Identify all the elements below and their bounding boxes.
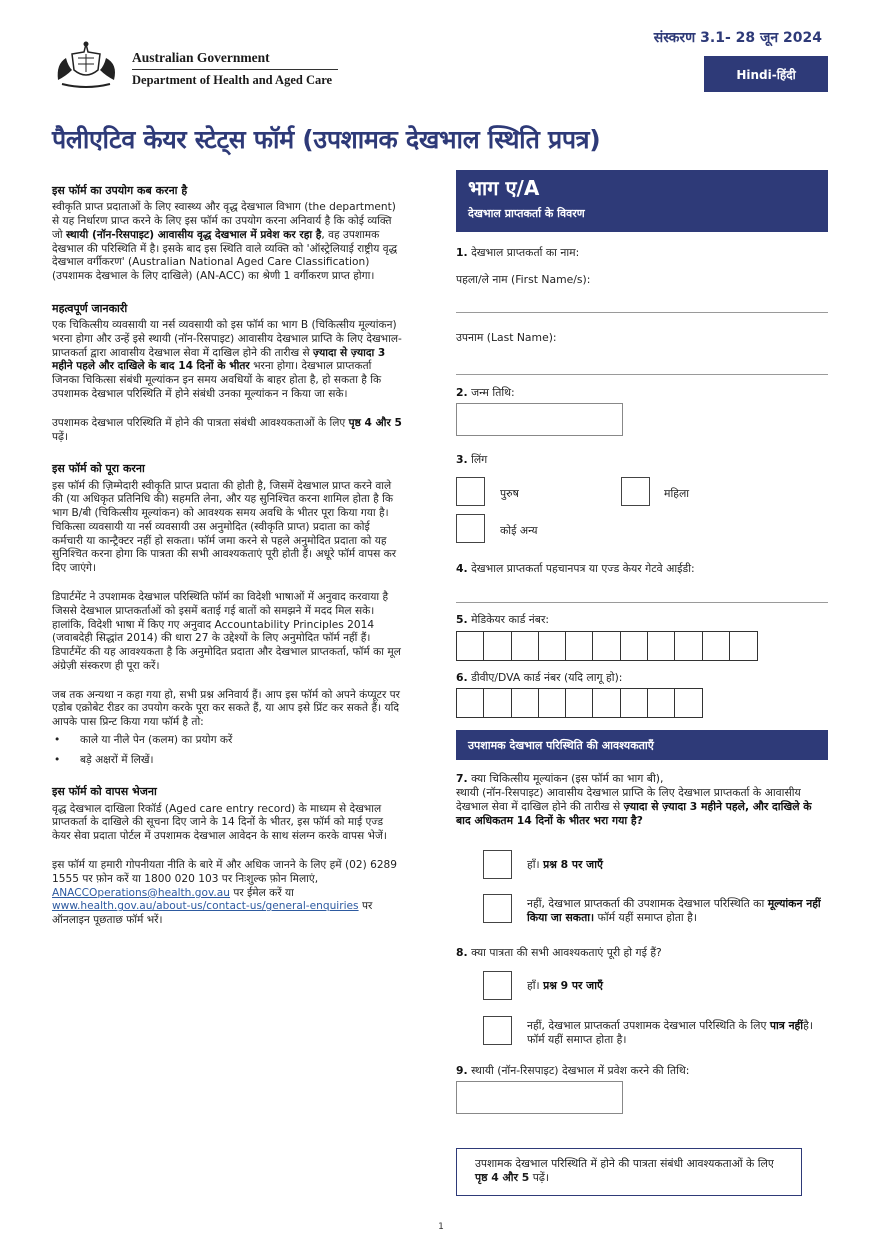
q1-number: 1. (456, 246, 468, 259)
important-heading: महत्वपूर्ण जानकारी (52, 301, 128, 315)
part-a-subtitle: देखभाल प्राप्तकर्ता के विवरण (468, 207, 585, 220)
return-paragraph-2 (52, 859, 402, 928)
q2-label (456, 386, 515, 400)
pen-instructions-list (52, 734, 402, 768)
digit-cell[interactable] (592, 688, 621, 718)
q4-number: 4. (456, 562, 468, 575)
q1-label (456, 246, 579, 260)
dob-field[interactable] (456, 403, 623, 436)
last-name-line[interactable] (456, 374, 828, 375)
digit-cell[interactable] (538, 631, 567, 661)
q8-no-checkbox[interactable] (483, 1016, 512, 1045)
bullet-text: बड़े अक्षरों में लिखें। (80, 753, 154, 766)
q7-yes-label (527, 858, 603, 872)
complete-section (52, 462, 402, 767)
dva-number-cells[interactable] (456, 688, 702, 718)
q7-yes-text: हाँ। (527, 858, 540, 871)
digit-cell[interactable] (456, 688, 485, 718)
when-heading: इस फॉर्म का उपयोग कब करना है (52, 184, 188, 197)
ret-text-3: पर ईमेल करें या (233, 886, 294, 899)
entry-date-field[interactable] (456, 1081, 623, 1114)
q3-number: 3. (456, 453, 468, 466)
enquiries-link[interactable]: www.health.gov.au/about-us/contact-us/general-enquiries (52, 900, 359, 913)
q1-text: देखभाल प्राप्तकर्ता का नाम: (471, 246, 580, 259)
q8-yes-checkbox[interactable] (483, 971, 512, 1000)
digit-cell[interactable] (511, 631, 540, 661)
digit-cell[interactable] (592, 631, 621, 661)
q7-yes-bold: प्रश्न 8 पर जाएँ (543, 858, 603, 871)
department-name: Department of Health and Aged Care (132, 73, 333, 87)
note-bold: पृष्ठ 4 और 5 (475, 1171, 530, 1185)
medicare-number-cells[interactable] (456, 631, 756, 661)
important-paragraph-2 (52, 417, 402, 445)
imp-text-2: भरना होगा। देखभाल प्राप्तकर्ता जिनका चिकित्सा संबंधी मूल्यांकन इन समय अवधियों के बाहर होता है, हो सकता है कि उपशामक देखभाल परिस्थिति में होने संबंधी उनका मूल्यांकन न किया जा सके। (52, 360, 382, 401)
complete-paragraph-2: डिपार्टमेंट ने उपशामक देखभाल परिस्थिति फॉर्म का विदेशी भाषाओं में अनुवाद करवाया है जिससे देखभाल प्राप्तकर्ताओं को इसमें बताई गई बातों को समझने में मदद मिल सके। हालांकि, विदेशी भाषा में किए गए अनुवाद Accountability Principles 2014 (जवाबदेही सिद्धांत 2014) की धारा 27 के उद्देश्यों के लिए अनुमोदित फॉर्म नहीं हैं। डिपार्टमेंट की यह आवश्यकता है कि अनुमोदित प्रदाता और देखभाल प्राप्तकर्ता, फॉर्म का मूल अंग्रेज़ी संस्करण ही पूरा करें। (52, 590, 401, 672)
q2-text: जन्म तिथि: (471, 386, 515, 399)
q7-no-checkbox[interactable] (483, 894, 512, 923)
q2-number: 2. (456, 386, 468, 399)
imp-text-3: उपशामक देखभाल परिस्थिति में होने की पात्रता संबंधी आवश्यकताओं के लिए (52, 416, 346, 429)
digit-cell[interactable] (647, 688, 676, 718)
instructions-column (52, 184, 402, 946)
note-end: पढ़ें। (532, 1171, 550, 1185)
q8-yes-text: हाँ। (527, 979, 540, 992)
digit-cell[interactable] (483, 631, 512, 661)
government-logo (52, 40, 342, 92)
coat-of-arms-icon (52, 40, 120, 92)
part-a-title: भाग ए/A (468, 176, 540, 200)
q7-no-bold: मूल्यांकन नहीं किया जा सकता। (527, 897, 821, 925)
digit-cell[interactable] (674, 688, 703, 718)
logo-divider (132, 69, 338, 70)
digit-cell[interactable] (511, 688, 540, 718)
q8-no-bold: पात्र नहीं (769, 1019, 804, 1032)
q8-text: क्या पात्रता की सभी आवश्यकताएं पूरी हो गई हैं? (471, 946, 662, 959)
return-section (52, 785, 402, 927)
female-checkbox[interactable] (621, 477, 650, 506)
comp-text-3: जब तक अन्यथा न कहा गया हो, सभी प्रश्न अनिवार्य हैं। आप इस फॉर्म को अपने कंप्यूटर पर एडोब एक्रोबेट रीडर का उपयोग करके पूरा कर सकते हैं, या आप इसे प्रिंट कर सकते हैं। यदि आपके पास प्रिन्ट किया गया फॉर्म है तो: (52, 688, 400, 729)
q8-no-end: है। फॉर्म यहीं समाप्त होता है। (527, 1019, 813, 1047)
part-a-header (456, 170, 828, 232)
last-name-label: उपनाम (Last Name): (456, 331, 557, 344)
bullet-icon: • (54, 733, 61, 746)
q8-yes-bold: प्रश्न 9 पर जाएँ (543, 979, 603, 992)
return-heading: इस फॉर्म को वापस भेजना (52, 785, 157, 799)
q5-number: 5. (456, 613, 468, 626)
digit-cell[interactable] (647, 631, 676, 661)
q8-no-label (527, 1019, 827, 1047)
other-gender-checkbox[interactable] (456, 514, 485, 543)
digit-cell[interactable] (538, 688, 567, 718)
recipient-id-line[interactable] (456, 602, 828, 603)
male-checkbox[interactable] (456, 477, 485, 506)
q4-text: देखभाल प्राप्तकर्ता पहचानपत्र या एज्ड केयर गेटवे आईडी: (471, 562, 695, 575)
q7-text-b: स्थायी (नॉन-रिसपाइट) आवासीय देखभाल प्राप्ति के लिए देखभाल प्राप्तकर्ता के आवासीय देखभाल सेवा में दाखिल होने की तारीख से (456, 786, 801, 814)
digit-cell[interactable] (565, 631, 594, 661)
imp-bold-pages: पृष्ठ 4 और 5 (348, 416, 402, 429)
complete-paragraph-1: इस फॉर्म की ज़िम्मेदारी स्वीकृति प्राप्त प्रदाता की होती है, जिसमें देखभाल प्राप्त करने वाले की (या अधिकृत प्रतिनिधि की) सहमति लेना, और यह सुनिश्चित करना शामिल होता है कि भाग B/बी (चिकित्सीय मूल्यांकन) को आवश्यक समय अवधि के भीतर पूरा किया गया है। चिकित्सा व्यवसायी या नर्स व्यवसायी उस अनुमोदित (स्वीकृति प्राप्त) प्रदाता का कोई कर्मचारी या कान्ट्रैक्टर नहीं हो सकता। फॉर्म जमा करने से पहले अनुमोदित प्रदाता को यह सुनिश्चित करना होगा कि पात्रता की सभी आवश्यकताएं पूरी होती हैं। अधूरे फॉर्म वापस कर दिए जाएंगे। (52, 479, 397, 575)
male-label: पुरुष (500, 487, 519, 500)
when-text-1: स्वीकृति प्राप्त प्रदाताओं के लिए स्वास्थ्य और वृद्ध देखभाल विभाग (the department) से यह निर्धारण प्राप्त करने के लिए इस फॉर्म का उपयोग करना अनिवार्य है कि कोई व्यक्ति जो (52, 201, 396, 241)
when-paragraph (52, 201, 402, 284)
language-badge: Hindi-हिंदी (704, 56, 828, 92)
version-label: संस्करण 3.1- 28 जून 2024 (653, 30, 822, 46)
q8-yes-label (527, 979, 603, 993)
q3-text: लिंग (471, 453, 488, 466)
other-gender-label: कोई अन्य (500, 524, 538, 537)
digit-cell[interactable] (729, 631, 758, 661)
q6-text: डीवीए/DVA कार्ड नंबर (यदि लागू हो): (471, 671, 623, 684)
q3-label (456, 453, 487, 467)
digit-cell[interactable] (483, 688, 512, 718)
imp-text-1: एक चिकित्सीय व्यवसायी या नर्स व्यवसायी को इस फॉर्म का भाग B (चिकित्सीय मूल्यांकन) भरना होगा और उन्हें इसे स्थायी (नॉन-रिसपाइट) आवासीय देखभाल प्राप्ति के लिए देखभाल-प्राप्तकर्ता द्वारा आवासीय देखभाल सेवा में दाखिल होने की तारीख से (52, 319, 402, 359)
email-link[interactable]: ANACCOperations@health.gov.au (52, 886, 230, 899)
q9-text: स्थायी (नॉन-रिसपाइट) देखभाल में प्रवेश करने की तिथि: (471, 1064, 690, 1077)
q5-text: मेडिकेयर कार्ड नंबर: (471, 613, 550, 626)
q7-no-end: फॉर्म यहीं समाप्त होता है। (597, 911, 697, 925)
bullet-icon: • (54, 753, 61, 766)
when-text-2: , वह उपशामक देखभाल की परिस्थिति में है। इसके बाद इस स्थिति वाले व्यक्ति को 'ऑस्ट्रेलियाई राष्ट्रीय वृद्ध देखभाल वर्गीकरण' (Australian National Aged Care Classification) (उपशामक देखभाल के लिए दाखिले) (AN-ACC) का श्रेणी 1 वर्गीकरण प्राप्त होगा। (52, 228, 398, 283)
q9-number: 9. (456, 1064, 468, 1077)
imp-bold: ज़्यादा से ज़्यादा 3 महीने पहले और दाखिले के बाद 14 दिनों के भीतर (52, 346, 386, 373)
list-item (52, 734, 402, 748)
q7-text-a: क्या चिकित्सीय मूल्यांकन (इस फॉर्म का भाग बी), (471, 772, 664, 785)
important-section (52, 302, 402, 444)
ret-text-2: इस फॉर्म या हमारी गोपनीयता नीति के बारे में और अधिक जानने के लिए हमें (02) 6289 1555 पर फ़ोन करें या 1800 020 103 पर निःशुल्क फ़ोन मिलाएं, (52, 858, 398, 885)
q7-label (456, 772, 828, 828)
q7-bold: ज़्यादा से ज़्यादा 3 महीने पहले, और दाखिले के बाद अधिकतम 14 दिनों के भीतर भरा गया है? (456, 800, 812, 828)
digit-cell[interactable] (674, 631, 703, 661)
eligibility-note (456, 1148, 802, 1196)
bullet-text: काले या नीले पेन (कलम) का प्रयोग करें (80, 733, 233, 746)
q8-no-text: नहीं, देखभाल प्राप्तकर्ता उपशामक देखभाल परिस्थिति के लिए (527, 1019, 767, 1032)
requirements-section-header: उपशामक देखभाल परिस्थिति की आवश्यकताएँ (456, 730, 828, 760)
q9-label (456, 1064, 689, 1078)
q7-no-label (527, 897, 827, 925)
when-section (52, 184, 402, 284)
first-name-label: पहला/ले नाम (First Name/s): (456, 273, 591, 286)
q7-number: 7. (456, 772, 468, 785)
q7-yes-checkbox[interactable] (483, 850, 512, 879)
first-name-line[interactable] (456, 312, 828, 313)
digit-cell[interactable] (702, 631, 731, 661)
imp-text-3b: पढ़ें। (52, 430, 68, 443)
return-paragraph-1: वृद्ध देखभाल दाखिला रिकॉर्ड (Aged care entry record) के माध्यम से देखभाल प्राप्तकर्ता के दाखिले की सूचना दिए जाने के 14 दिनों के भीतर, इस फॉर्म को माई एज्ड केयर सेवा प्रदाता पोर्टल में उपशामक देखभाल आवेदन के साथ संलग्न करके वापस भेजें। (52, 802, 387, 843)
page-number: 1 (438, 1222, 444, 1232)
q7-no-text: नहीं, देखभाल प्राप्तकर्ता की उपशामक देखभाल परिस्थिति का (527, 897, 765, 910)
digit-cell[interactable] (456, 631, 485, 661)
page-title: पैलीएटिव केयर स्टेट्स फॉर्म (उपशामक देखभाल स्थिति प्रपत्र) (52, 125, 601, 154)
q8-number: 8. (456, 946, 468, 959)
important-paragraph-1 (52, 319, 402, 402)
list-item (52, 754, 402, 768)
q6-number: 6. (456, 671, 468, 684)
digit-cell[interactable] (620, 631, 649, 661)
when-bold: स्थायी (नॉन-रिसपाइट) आवासीय वृद्ध देखभाल में प्रवेश कर रहा है (65, 228, 322, 241)
digit-cell[interactable] (620, 688, 649, 718)
q8-label (456, 946, 662, 960)
ret-text-4: पर ऑनलाइन पूछताछ फॉर्म भरें। (52, 900, 373, 927)
complete-heading: इस फॉर्म को पूरा करना (52, 462, 145, 476)
complete-paragraph-3 (52, 689, 402, 730)
digit-cell[interactable] (565, 688, 594, 718)
q5-label (456, 613, 549, 627)
gov-name: Australian Government (132, 50, 270, 65)
q4-label (456, 562, 695, 576)
female-label: महिला (664, 487, 690, 500)
note-text: उपशामक देखभाल परिस्थिति में होने की पात्रता संबंधी आवश्यकताओं के लिए (475, 1157, 774, 1170)
q6-label (456, 671, 622, 685)
